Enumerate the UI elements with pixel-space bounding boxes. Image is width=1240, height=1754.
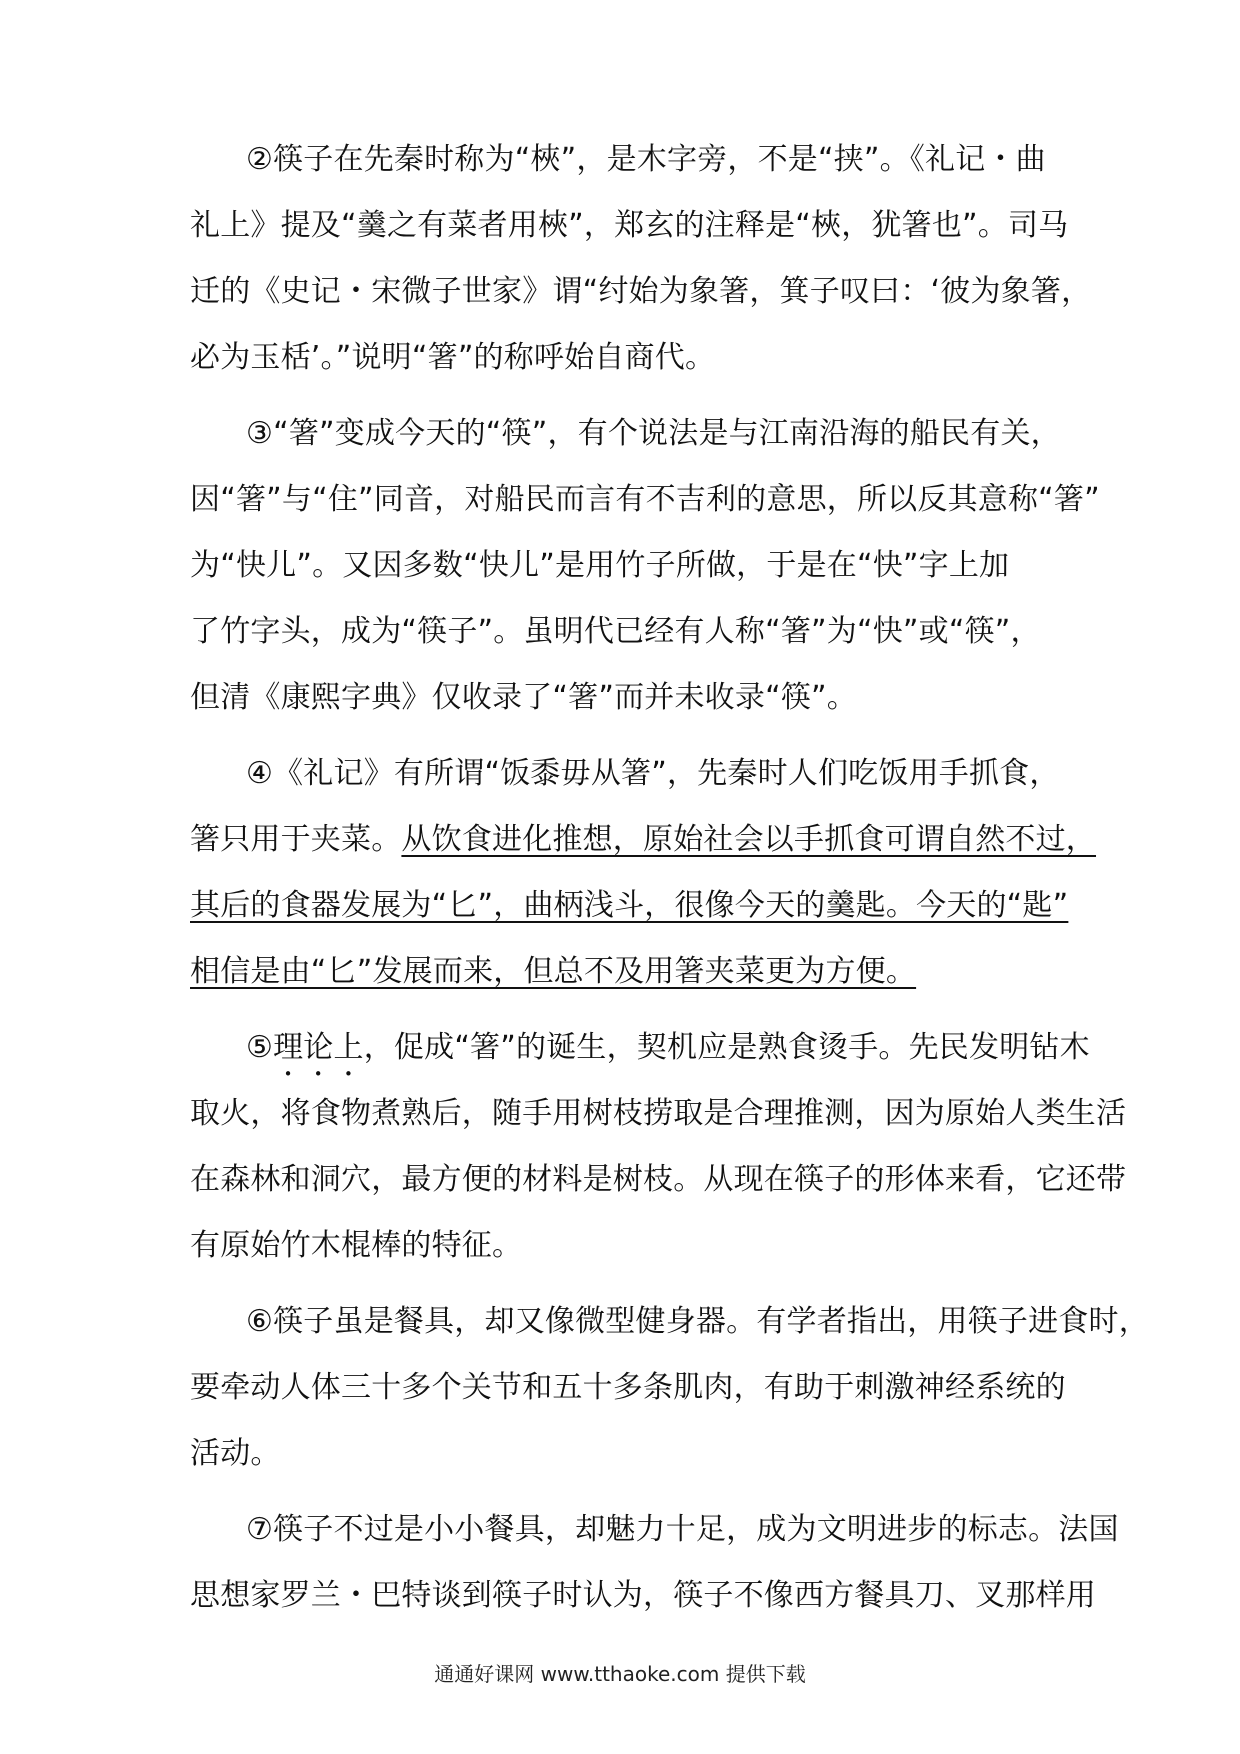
underlined-passage-middle: 其后的食器发展为“匕”，曲柄浅斗，很像今天的羹匙。今天的“匙”: [190, 888, 1069, 923]
paragraph-5-line-4: 有原始竹木棍棒的特征。: [190, 1228, 523, 1263]
paragraph-3-line-4: 了竹字头，成为“筷子”。虽明代已经有人称“箸”为“快”或“筷”，: [190, 614, 1041, 649]
paragraph-3-line-5: 但清《康熙字典》仅收录了“箸”而并未收录“筷”。: [190, 680, 857, 715]
paragraph-4-line-4: [190, 952, 916, 992]
underlined-passage-end: 相信是由“匕”发展而来，但总不及用箸夹菜更为方便。: [190, 954, 917, 989]
paragraph-2-line-3: 迁的《史记・宋微子世家》谓“纣始为象箸，箕子叹曰：‘彼为象箸，: [190, 274, 1092, 309]
paragraph-6-line-3: 活动。: [190, 1436, 281, 1471]
paragraph-5-line-1-rest: ，促成“箸”的诞生，契机应是熟食烫手。先民发明钻木: [363, 1030, 1090, 1065]
paragraph-3-line-2: 因“箸”与“住”同音，对船民而言有不吉利的意思，所以反其意称“箸”: [190, 482, 1100, 517]
paragraph-7-line-2: 思想家罗兰・巴特谈到筷子时认为，筷子不像西方餐具刀、叉那样用: [190, 1578, 1096, 1613]
paragraph-5-line-2: 取火，将食物煮熟后，随手用树枝捞取是合理推测，因为原始人类生活: [190, 1096, 1127, 1131]
paragraph-5-line-1: [246, 1028, 1090, 1068]
emphasized-word: 理论上: [273, 1030, 364, 1065]
paragraph-5-number: ⑤: [246, 1030, 274, 1065]
paragraph-7-line-1: ⑦筷子不过是小小餐具，却魅力十足，成为文明进步的标志。法国: [246, 1512, 1119, 1547]
paragraph-6-line-2: 要牵动人体三十多个关节和五十多条肌肉，有助于刺激神经系统的: [190, 1370, 1066, 1405]
paragraph-2-line-1: ②筷子在先秦时称为“梜”，是木字旁，不是“挟”。《礼记・曲: [246, 142, 1046, 177]
underlined-passage-start: 从饮食进化推想，原始社会以手抓食可谓自然不过，: [401, 822, 1097, 857]
paragraph-4-line-3: [190, 886, 1068, 926]
footer-download-notice: 通通好课网 www.tthaoke.com 提供下载: [434, 1662, 806, 1686]
paragraph-3-line-3: 为“快儿”。又因多数“快儿”是用竹子所做，于是在“快”字上加: [190, 548, 1010, 583]
paragraph-4-line-2: [190, 820, 1096, 860]
paragraph-2-line-2: 礼上》提及“羹之有菜者用梜”，郑玄的注释是“梜，犹箸也”。司马: [190, 208, 1069, 243]
paragraph-6-line-1: ⑥筷子虽是餐具，却又像微型健身器。有学者指出，用筷子进食时，: [246, 1304, 1149, 1339]
paragraph-3-line-1: ③“箸”变成今天的“筷”，有个说法是与江南沿海的船民有关，: [246, 416, 1061, 451]
paragraph-4-line-1: ④《礼记》有所谓“饭黍毋从箸”，先秦时人们吃饭用手抓食，: [246, 756, 1060, 791]
paragraph-2-line-4: 必为玉栝’。”说明“箸”的称呼始自商代。: [190, 340, 716, 375]
paragraph-5-line-3: 在森林和洞穴，最方便的材料是树枝。从现在筷子的形体来看，它还带: [190, 1162, 1127, 1197]
paragraph-4-line-2-plain: 箸只用于夹菜。: [190, 822, 402, 857]
